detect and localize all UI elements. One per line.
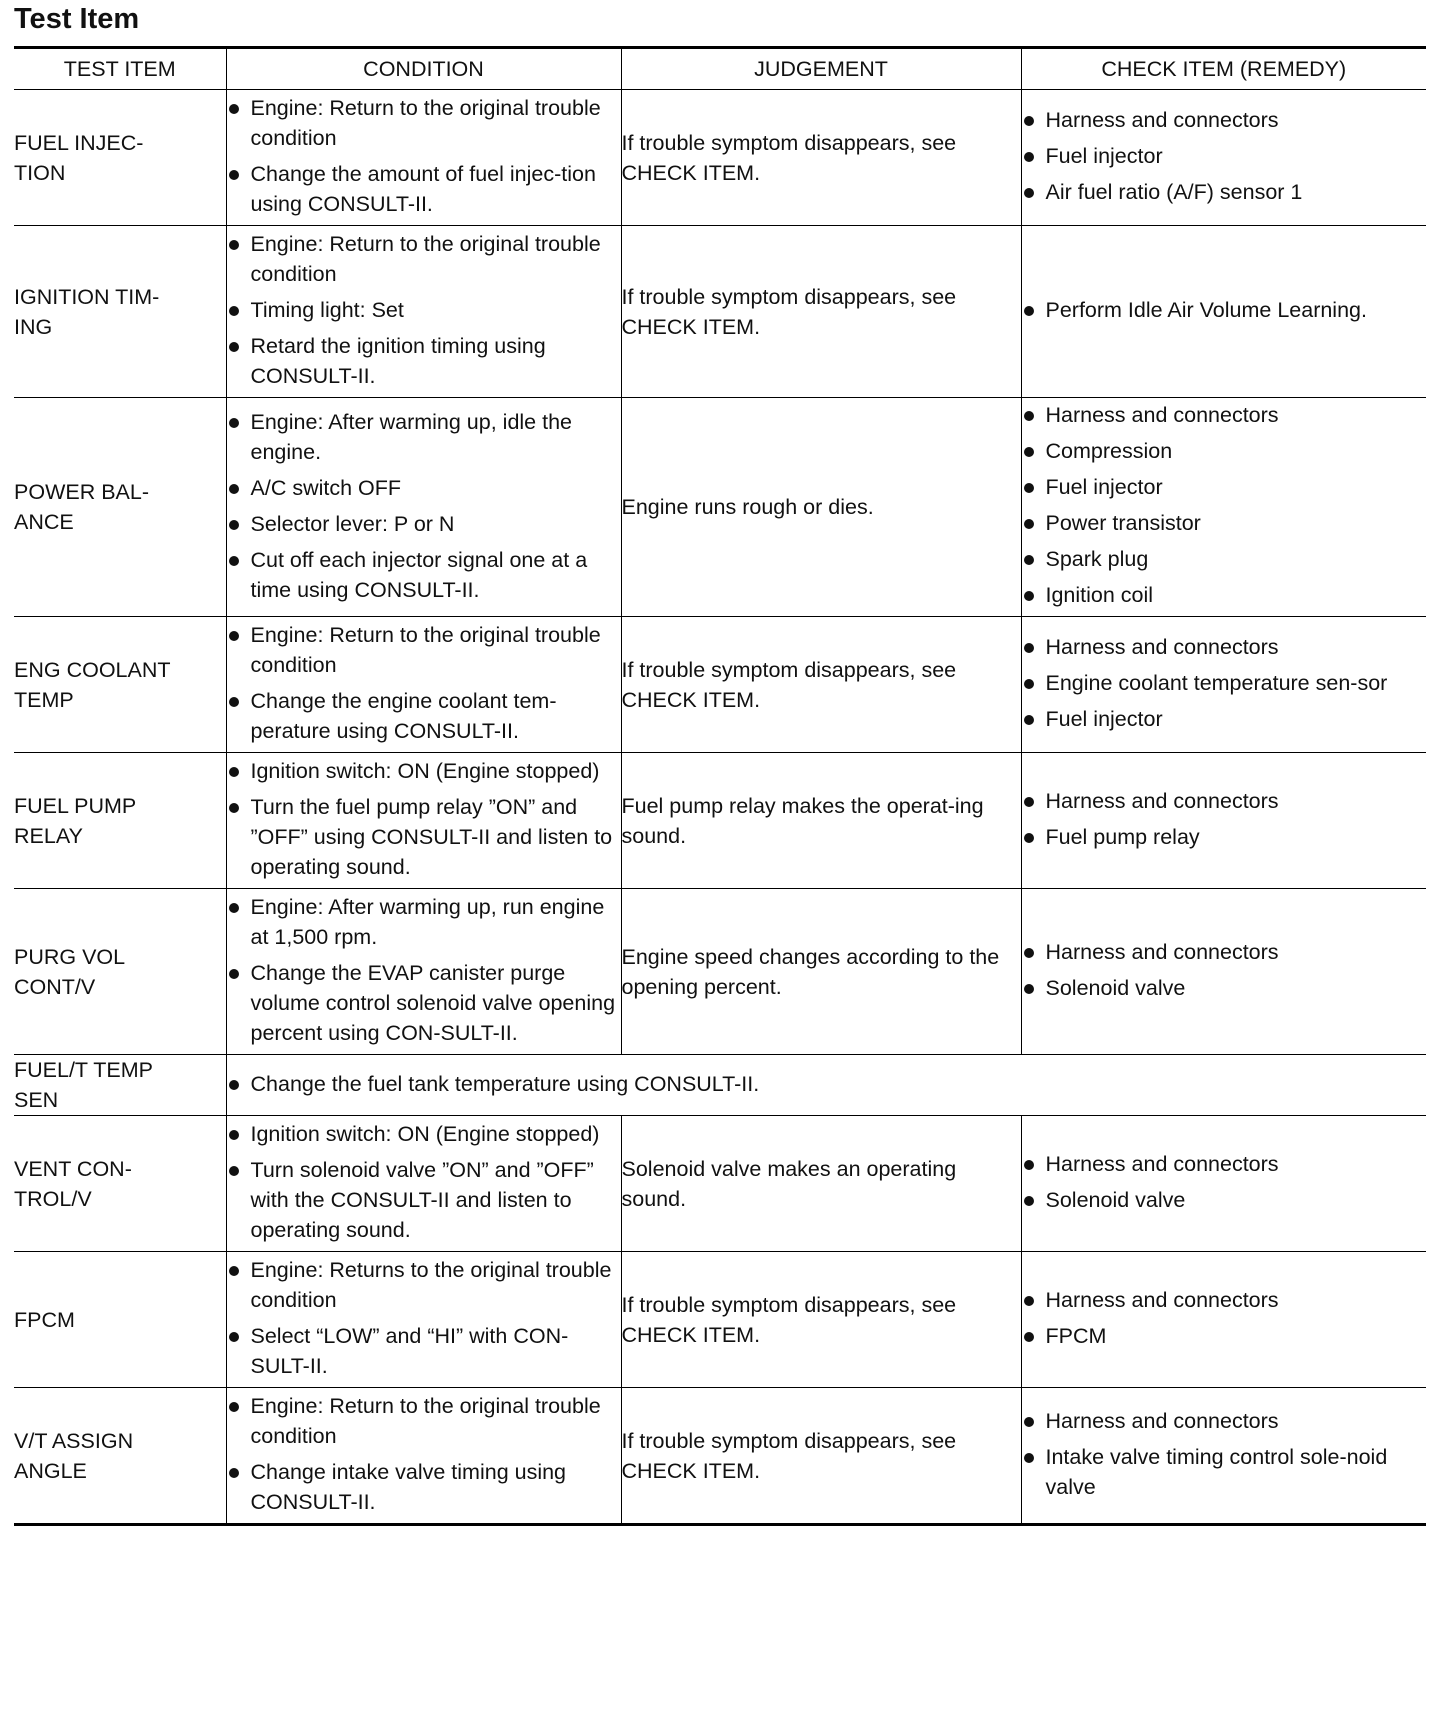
table-header-row: [14, 48, 1426, 90]
test-item-cell: [14, 617, 226, 753]
condition-list: [227, 93, 621, 219]
test-item-name: VENT CON- TROL/V: [14, 1156, 132, 1211]
judgement-text: Engine speed changes according to the opening percent.: [621, 944, 1000, 999]
condition-cell: [226, 1116, 621, 1252]
judgement-cell: [621, 90, 1021, 226]
condition-cell: [226, 90, 621, 226]
check-item-list: [1022, 400, 1427, 610]
test-item-cell: [14, 889, 226, 1055]
test-item-cell: [14, 1055, 226, 1116]
check-item: Power transistor: [1022, 508, 1427, 538]
test-item-name: ENG COOLANT TEMP: [14, 657, 171, 712]
check-item: Harness and connectors: [1022, 632, 1427, 662]
judgement-text: Fuel pump relay makes the operat-ing sound.: [621, 793, 984, 848]
condition-cell-spanning: [226, 1055, 1426, 1116]
judgement-text: Solenoid valve makes an operating sound.: [621, 1156, 957, 1211]
check-item-list: [1022, 1406, 1427, 1502]
condition-item: Ignition switch: ON (Engine stopped): [227, 756, 621, 786]
test-item-name: FUEL PUMP RELAY: [14, 793, 137, 848]
condition-list: [227, 620, 621, 746]
check-item: FPCM: [1022, 1321, 1427, 1351]
check-item-cell: [1021, 1252, 1426, 1388]
judgement-cell: [621, 1116, 1021, 1252]
condition-item: Turn solenoid valve ”ON” and ”OFF” with the CONSULT-II and listen to operating sound.: [227, 1155, 621, 1245]
check-item-list: [1022, 937, 1427, 1003]
condition-cell: [226, 1388, 621, 1525]
condition-item: Engine: Return to the original trouble condition: [227, 93, 621, 153]
judgement-cell: [621, 1252, 1021, 1388]
check-item: Compression: [1022, 436, 1427, 466]
check-item-list: [1022, 1149, 1427, 1215]
condition-item: Change intake valve timing using CONSULT-II.: [227, 1457, 621, 1517]
condition-item: Ignition switch: ON (Engine stopped): [227, 1119, 621, 1149]
check-item: Solenoid valve: [1022, 973, 1427, 1003]
test-item-cell: [14, 753, 226, 889]
table-row-fpcm: [14, 1252, 1426, 1388]
check-item: Harness and connectors: [1022, 1149, 1427, 1179]
check-item: Harness and connectors: [1022, 1406, 1427, 1436]
check-item-cell: [1021, 1388, 1426, 1525]
table-row-eng-coolant-temp: [14, 617, 1426, 753]
check-item-cell: [1021, 1116, 1426, 1252]
test-item-name: FPCM: [14, 1307, 75, 1332]
test-item-table: [14, 46, 1426, 1526]
condition-cell: [226, 226, 621, 398]
condition-list: [227, 229, 621, 391]
test-item-cell: [14, 1252, 226, 1388]
judgement-text: If trouble symptom disappears, see CHECK ITEM.: [621, 284, 957, 339]
condition-item: A/C switch OFF: [227, 473, 621, 503]
judgement-cell: [621, 398, 1021, 617]
check-item: Solenoid valve: [1022, 1185, 1427, 1215]
check-item: Engine coolant temperature sen-sor: [1022, 668, 1427, 698]
condition-list: [227, 1255, 621, 1381]
check-item: Air fuel ratio (A/F) sensor 1: [1022, 177, 1427, 207]
condition-item: Selector lever: P or N: [227, 509, 621, 539]
test-item-name: V/T ASSIGN ANGLE: [14, 1428, 134, 1483]
condition-list: [227, 1069, 1427, 1099]
check-item-list: [1022, 786, 1427, 852]
header-condition: CONDITION: [226, 48, 621, 90]
condition-item: Timing light: Set: [227, 295, 621, 325]
test-item-name: FUEL INJEC- TION: [14, 130, 144, 185]
condition-item: Cut off each injector signal one at a time using CONSULT-II.: [227, 545, 621, 605]
check-item: Intake valve timing control sole-noid valve: [1022, 1442, 1427, 1502]
check-item-cell: [1021, 889, 1426, 1055]
condition-list: [227, 1391, 621, 1517]
check-item-cell: [1021, 753, 1426, 889]
test-item-cell: [14, 90, 226, 226]
judgement-cell: [621, 753, 1021, 889]
test-item-name: FUEL/T TEMP SEN: [14, 1058, 153, 1112]
judgement-cell: [621, 617, 1021, 753]
table-body: [14, 90, 1426, 1525]
check-item-list: [1022, 105, 1427, 207]
judgement-text: If trouble symptom disappears, see CHECK ITEM.: [621, 1292, 957, 1347]
condition-list: [227, 892, 621, 1048]
judgement-cell: [621, 889, 1021, 1055]
condition-item: Engine: Returns to the original trouble condition: [227, 1255, 621, 1315]
check-item-list: [1022, 1285, 1427, 1351]
condition-list: [227, 1119, 621, 1245]
condition-cell: [226, 617, 621, 753]
condition-item: Engine: Return to the original trouble condition: [227, 620, 621, 680]
check-item: Ignition coil: [1022, 580, 1427, 610]
table-row-ignition-tim-ing: [14, 226, 1426, 398]
test-item-name: IGNITION TIM- ING: [14, 284, 160, 339]
judgement-text: If trouble symptom disappears, see CHECK ITEM.: [621, 1428, 957, 1483]
check-item-cell: [1021, 226, 1426, 398]
condition-item: Change the amount of fuel injec-tion using CONSULT-II.: [227, 159, 621, 219]
condition-list: [227, 407, 621, 605]
condition-item: Change the EVAP canister purge volume control solenoid valve opening percent using CON-SULT-II.: [227, 958, 621, 1048]
check-item: Harness and connectors: [1022, 400, 1427, 430]
test-item-cell: [14, 398, 226, 617]
header-check-item: CHECK ITEM (REMEDY): [1021, 48, 1426, 90]
judgement-text: Engine runs rough or dies.: [621, 495, 874, 519]
condition-list: [227, 756, 621, 882]
check-item: Spark plug: [1022, 544, 1427, 574]
table-row-v-t-assign-angle: [14, 1388, 1426, 1525]
judgement-text: If trouble symptom disappears, see CHECK ITEM.: [621, 657, 957, 712]
check-item: Fuel injector: [1022, 472, 1427, 502]
check-item-cell: [1021, 398, 1426, 617]
check-item-cell: [1021, 90, 1426, 226]
table-row-power-bal-ance: [14, 398, 1426, 617]
condition-cell: [226, 889, 621, 1055]
header-test-item: TEST ITEM: [14, 48, 226, 90]
condition-cell: [226, 753, 621, 889]
table-row-fuel-pump-relay: [14, 753, 1426, 889]
condition-item: Engine: After warming up, idle the engine.: [227, 407, 621, 467]
condition-item: Turn the fuel pump relay ”ON” and ”OFF” using CONSULT-II and listen to operating sound.: [227, 792, 621, 882]
table-row-vent-con-trol-v: [14, 1116, 1426, 1252]
check-item: Harness and connectors: [1022, 1285, 1427, 1315]
condition-item: Engine: Return to the original trouble condition: [227, 1391, 621, 1451]
test-item-cell: [14, 226, 226, 398]
header-judgement: JUDGEMENT: [621, 48, 1021, 90]
page-title: Test Item: [14, 3, 140, 35]
condition-item: Retard the ignition timing using CONSULT-II.: [227, 331, 621, 391]
table-row-fuel-t-temp-sen: [14, 1055, 1426, 1116]
condition-item: Change the fuel tank temperature using CONSULT-II.: [227, 1069, 1427, 1099]
check-item: Perform Idle Air Volume Learning.: [1022, 295, 1427, 325]
condition-item: Select “LOW” and “HI” with CON-SULT-II.: [227, 1321, 621, 1381]
test-item-cell: [14, 1388, 226, 1525]
check-item-list: [1022, 632, 1427, 734]
test-item-name: POWER BAL- ANCE: [14, 480, 149, 534]
check-item: Harness and connectors: [1022, 937, 1427, 967]
check-item: Fuel pump relay: [1022, 822, 1427, 852]
check-item: Harness and connectors: [1022, 105, 1427, 135]
condition-cell: [226, 1252, 621, 1388]
test-item-name: PURG VOL CONT/V: [14, 944, 126, 999]
judgement-cell: [621, 1388, 1021, 1525]
check-item: Harness and connectors: [1022, 786, 1427, 816]
condition-cell: [226, 398, 621, 617]
check-item: Fuel injector: [1022, 704, 1427, 734]
test-item-cell: [14, 1116, 226, 1252]
judgement-text: If trouble symptom disappears, see CHECK ITEM.: [621, 130, 957, 185]
check-item: Fuel injector: [1022, 141, 1427, 171]
condition-item: Engine: Return to the original trouble condition: [227, 229, 621, 289]
table-row-purg-vol-cont-v: [14, 889, 1426, 1055]
condition-item: Engine: After warming up, run engine at 1,500 rpm.: [227, 892, 621, 952]
check-item-cell: [1021, 617, 1426, 753]
condition-item: Change the engine coolant tem-perature using CONSULT-II.: [227, 686, 621, 746]
judgement-cell: [621, 226, 1021, 398]
table-row-fuel-injec-tion: [14, 90, 1426, 226]
check-item-list: [1022, 295, 1427, 325]
